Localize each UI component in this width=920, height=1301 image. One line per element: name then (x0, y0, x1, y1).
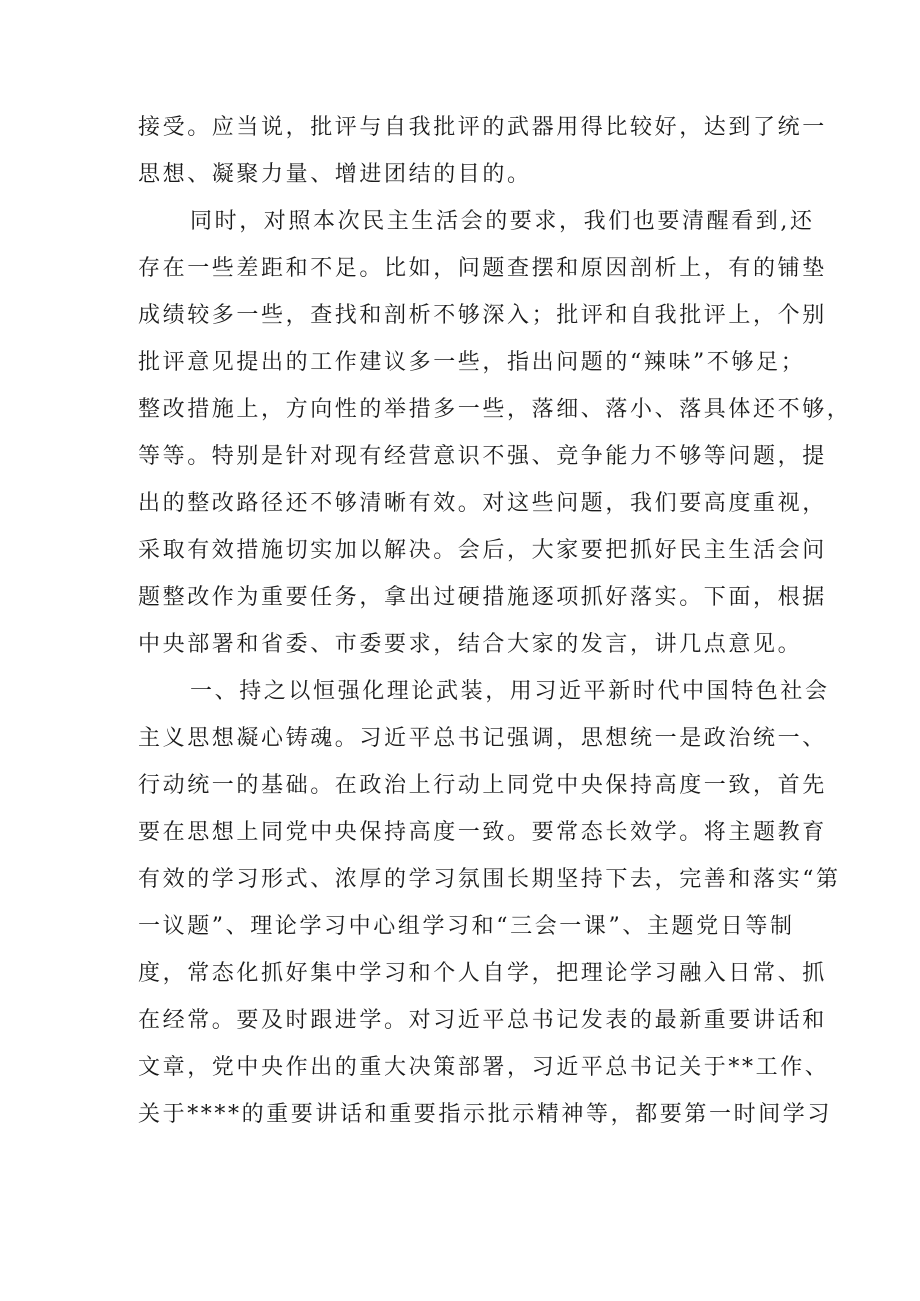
section-heading-line: 一、持之以恒强化理论武装，用习近平新时代中国特色社会 (190, 679, 830, 704)
text-line: 要在思想上同党中央保持高度一致。要常态长效学。将主题教育 (138, 820, 827, 845)
text-line: 等等。特别是针对现有经营意识不强、竞争能力不够等问题，提 (138, 444, 827, 469)
text-line: 度，常态化抓好集中学习和个人自学，把理论学习融入日常、抓 (138, 961, 827, 986)
text-line: 有效的学习形式、浓厚的学习氛围长期坚持下去，完善和落实“第 (138, 867, 841, 892)
text-line: 思想、凝聚力量、增进团结的目的。 (138, 162, 532, 187)
text-line: 存在一些差距和不足。比如，问题查摆和原因剖析上，有的铺垫 (138, 256, 827, 281)
text-line: 采取有效措施切实加以解决。会后，大家要把抓好民主生活会问 (138, 538, 827, 563)
text-line: 出的整改路径还不够清晰有效。对这些问题，我们要高度重视， (138, 491, 827, 516)
text-line: 题整改作为重要任务，拿出过硬措施逐项抓好落实。下面，根据 (138, 585, 827, 610)
paragraph-start-line: 同时，对照本次民主生活会的要求，我们也要清醒看到,还 (190, 209, 815, 234)
text-line: 关于****的重要讲话和重要指示批示精神等，都要第一时间学习 (138, 1102, 833, 1127)
text-line: 主义思想凝心铸魂。习近平总书记强调，思想统一是政治统一、 (138, 726, 827, 751)
text-line: 一议题”、理论学习中心组学习和“三会一课”、主题党日等制 (138, 914, 795, 939)
text-line: 成绩较多一些，查找和剖析不够深入；批评和自我批评上，个别 (138, 303, 827, 328)
text-line: 批评意见提出的工作建议多一些，指出问题的“辣味”不够足； (138, 350, 806, 375)
text-line: 在经常。要及时跟进学。对习近平总书记发表的最新重要讲话和 (138, 1008, 827, 1033)
text-line: 文章，党中央作出的重大决策部署，习近平总书记关于**工作、 (138, 1055, 830, 1080)
text-line: 中央部署和省委、市委要求，结合大家的发言，讲几点意见。 (138, 632, 803, 657)
text-line: 整改措施上，方向性的举措多一些，落细、落小、落具体还不够， (138, 397, 852, 422)
text-line: 接受。应当说，批评与自我批评的武器用得比较好，达到了统一 (138, 115, 827, 140)
text-line: 行动统一的基础。在政治上行动上同党中央保持高度一致，首先 (138, 773, 827, 798)
body-text (138, 104, 852, 1138)
